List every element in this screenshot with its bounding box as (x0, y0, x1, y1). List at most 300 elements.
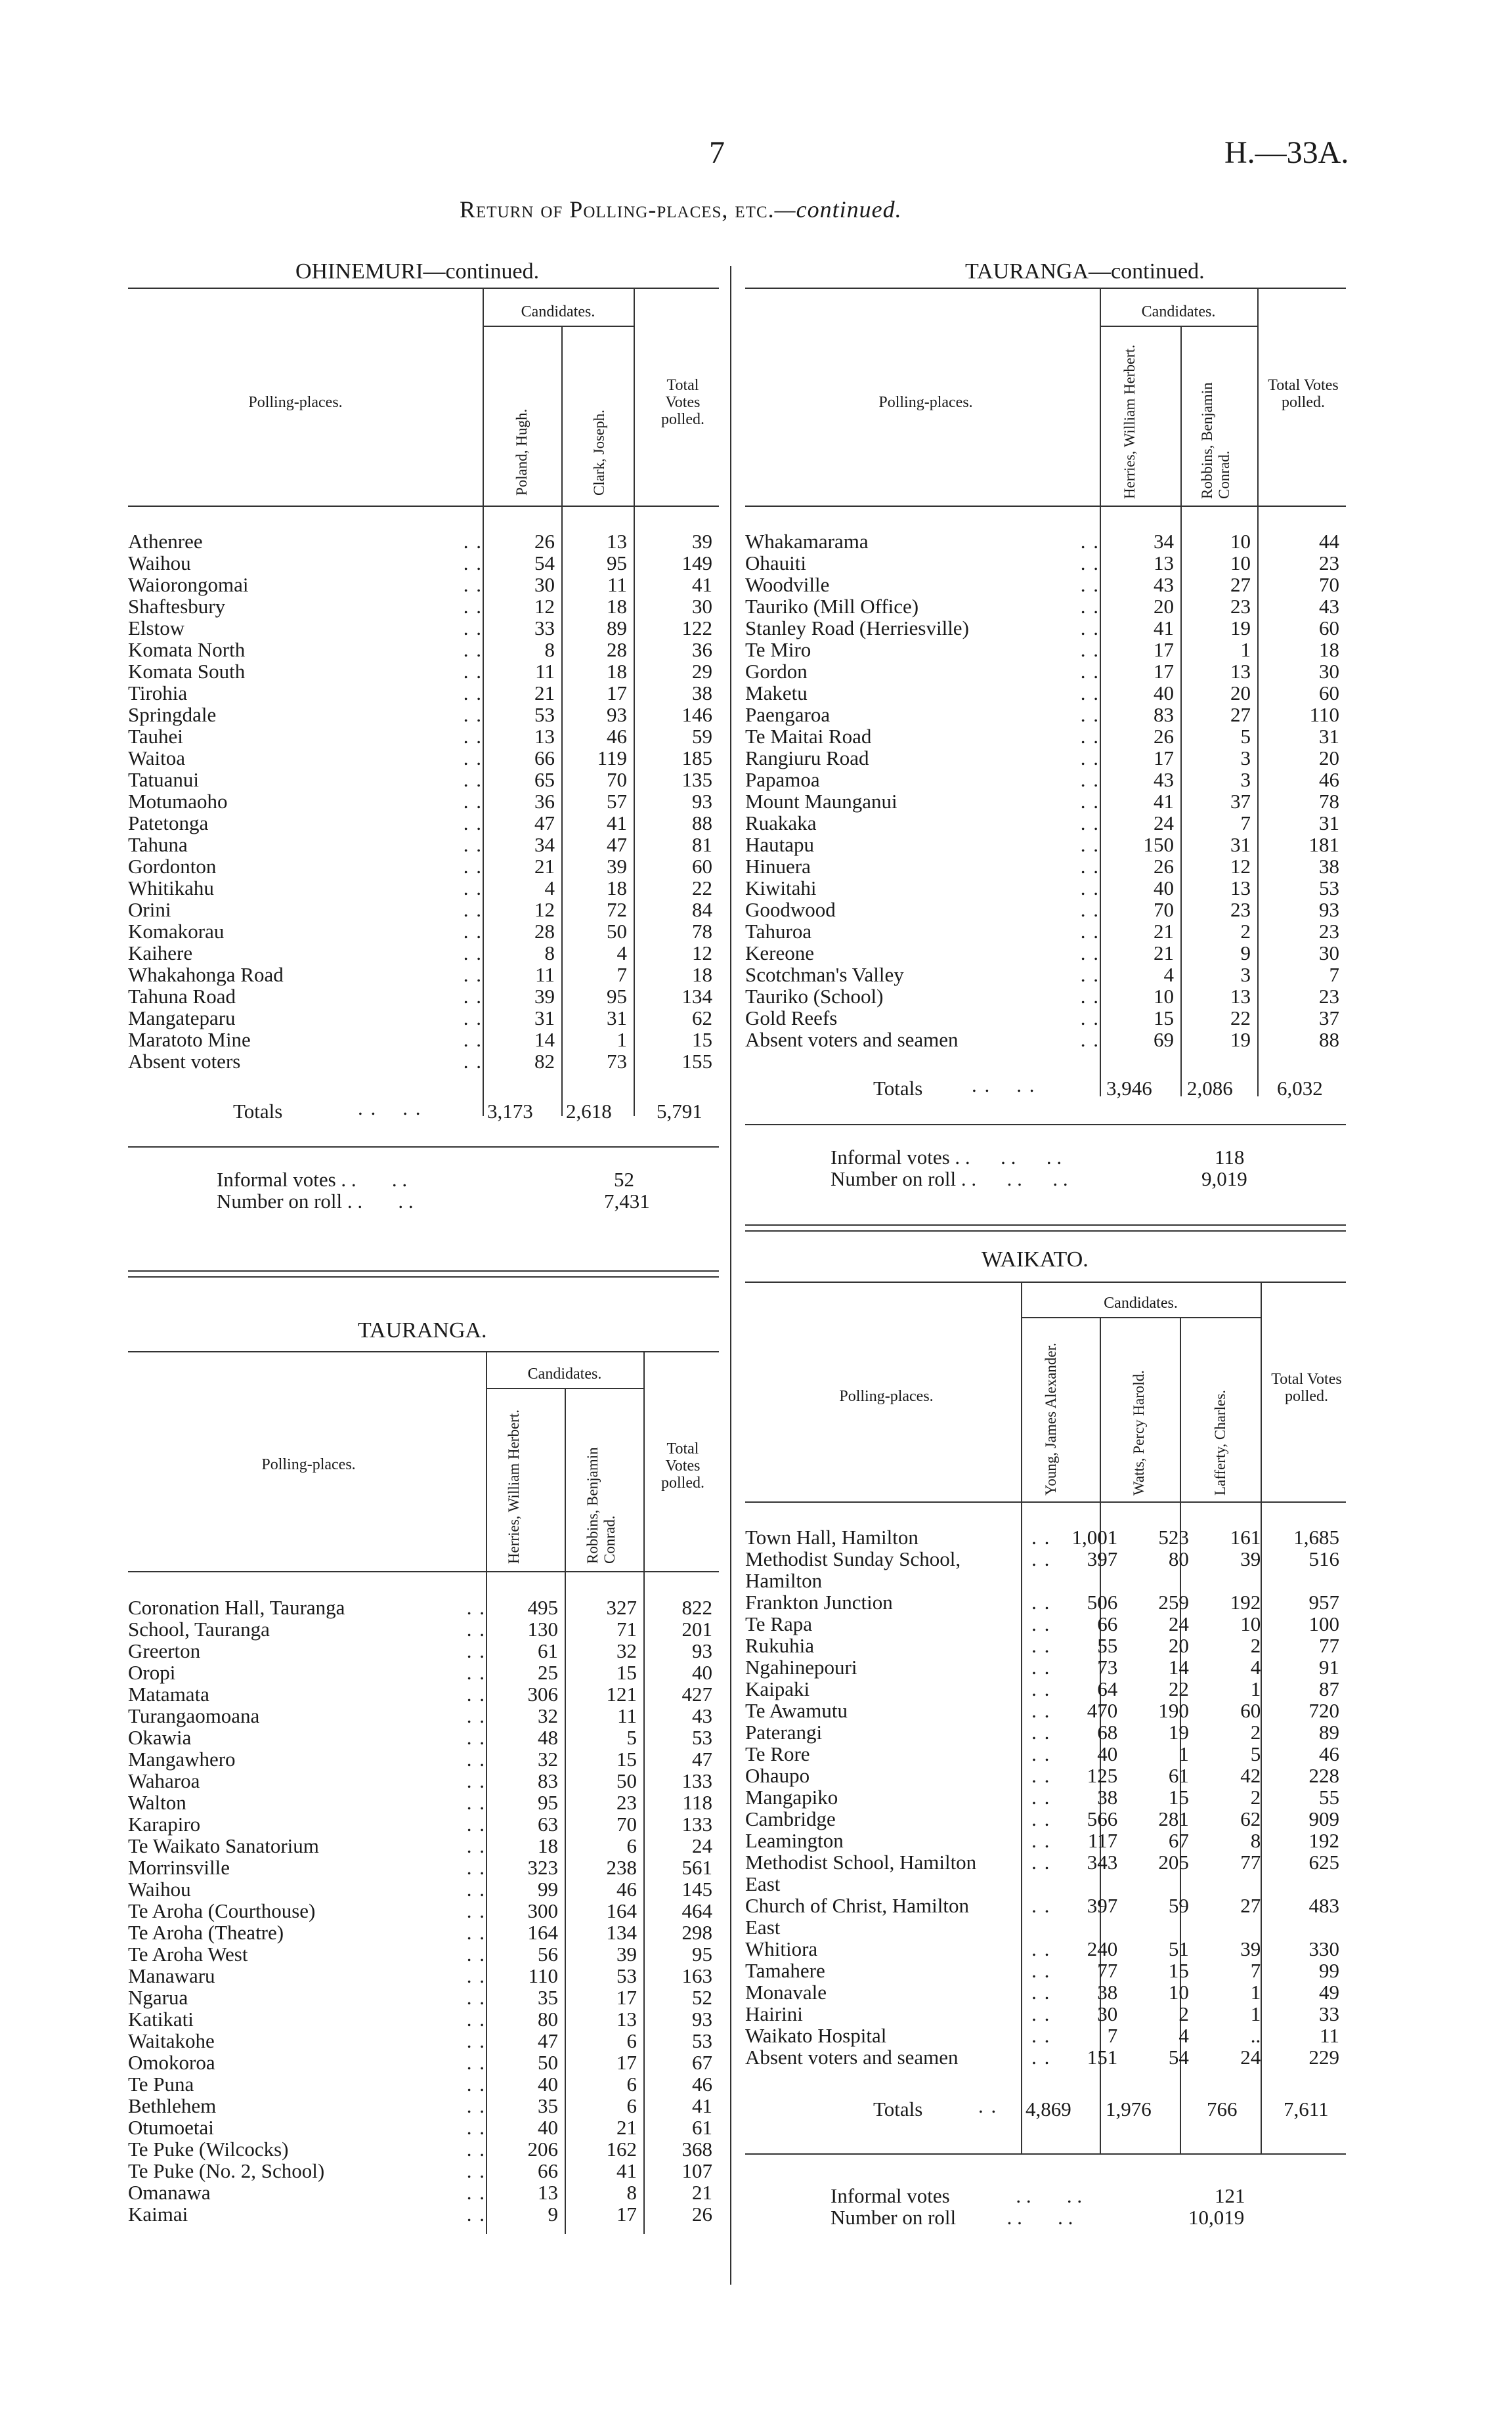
total-votes-cell: 44 (1319, 530, 1339, 553)
candidate-votes-cell: 41 (607, 811, 627, 834)
candidate-name: Robbins, Benjamin Conrad. (1199, 382, 1232, 499)
candidate-votes-cell: 67 (1168, 1829, 1189, 1852)
table-row (745, 1635, 1346, 1656)
table-row (128, 1640, 719, 1662)
table-row (128, 1597, 719, 1618)
candidate-votes-cell: 39 (534, 985, 555, 1008)
roll-text: Number on roll (217, 1190, 343, 1213)
total-votes-cell: 55 (1319, 1786, 1339, 1809)
candidate-votes-cell: 205 (1158, 1851, 1189, 1874)
table-row (128, 1987, 719, 2008)
table-rule (745, 1501, 1346, 1503)
table-row (128, 1835, 719, 1857)
candidate-votes-cell: 30 (534, 573, 555, 596)
candidate-votes-cell: 50 (607, 920, 627, 943)
total-votes-cell: 23 (1319, 551, 1339, 574)
dot-leader: . . (1080, 551, 1100, 574)
candidate-votes-cell: 83 (538, 1769, 558, 1792)
dot-leader: . . (463, 703, 483, 726)
dot-leader: . . (1031, 1937, 1051, 1960)
candidate-votes-cell: 12 (1230, 855, 1251, 878)
polling-place-name: Mangateparu (128, 1006, 236, 1029)
candidate-votes-cell: 40 (1154, 681, 1174, 704)
candidate-votes-cell: 64 (1097, 1677, 1118, 1700)
total-votes-cell: 11 (1320, 2024, 1339, 2047)
informal-votes-label: Informal votes . . . . (217, 1168, 408, 1191)
candidate-votes-cell: 23 (1230, 595, 1251, 618)
polling-place-name: Ohaupo (745, 1764, 810, 1787)
candidate-votes-cell: 38 (1097, 1981, 1118, 2004)
candidate-name-header (584, 1400, 618, 1564)
return-title (460, 196, 902, 223)
return-title-main: Return of Polling-places, etc. (460, 196, 775, 223)
candidate-votes-cell: 21 (616, 2116, 637, 2139)
table-row (128, 2182, 719, 2203)
candidate-votes-cell: 80 (1168, 1547, 1189, 1570)
total-votes-cell: 52 (692, 1986, 712, 2009)
total-votes-cell: 78 (1319, 790, 1339, 813)
dot-leader: . . (1031, 1829, 1051, 1852)
candidate-votes-cell: 72 (607, 898, 627, 921)
candidate-votes-cell: 41 (1154, 790, 1174, 813)
candidate-votes-cell: 397 (1087, 1547, 1118, 1570)
candidate-votes-cell: 70 (616, 1813, 637, 1836)
section-separator (128, 1276, 719, 1278)
candidate-votes-cell: 83 (1154, 703, 1174, 726)
candidate-votes-cell: 36 (534, 790, 555, 813)
candidate-votes-cell: 7 (1107, 2024, 1118, 2047)
candidate-votes-cell: 77 (1097, 1959, 1118, 1982)
polling-place-name: Whakahonga Road (128, 963, 284, 986)
dot-leader: . . (463, 1050, 483, 1073)
candidate-votes-cell: 43 (1154, 573, 1174, 596)
table-row (745, 1029, 1346, 1050)
polling-place-name: Woodville (745, 573, 830, 596)
total-votes-cell: 78 (692, 920, 712, 943)
candidate-votes-cell: 18 (607, 660, 627, 683)
polling-place-name: School, Tauranga (128, 1618, 270, 1641)
table-row (128, 1857, 719, 1878)
candidate-votes-cell: 62 (1240, 1807, 1261, 1830)
candidate-votes-cell: 240 (1087, 1937, 1118, 1960)
candidate-votes-cell: 99 (538, 1878, 558, 1901)
total-votes-cell: 61 (692, 2116, 712, 2139)
total-votes-cell: 368 (681, 2138, 712, 2161)
candidate-votes-cell: 48 (538, 1726, 558, 1749)
table-row (128, 1748, 719, 1770)
candidate-votes-cell: 19 (1230, 616, 1251, 639)
dot-leader: . . (463, 573, 483, 596)
candidate-votes-cell: 470 (1087, 1699, 1118, 1722)
table-row (745, 1765, 1346, 1786)
table-row (745, 1591, 1346, 1613)
candidate-votes-cell: 6 (626, 2094, 637, 2117)
dot-leader: . . (466, 1834, 486, 1857)
candidate-votes-cell: 151 (1087, 2046, 1118, 2069)
table-row (128, 639, 719, 660)
dot-leader: . . (1080, 920, 1100, 943)
dot-leader: . . (1031, 1721, 1051, 1744)
candidate-votes-cell: 206 (527, 2138, 558, 2161)
table-row (128, 552, 719, 574)
candidate-votes-cell: 35 (538, 1986, 558, 2009)
candidate-votes-cell: 7 (616, 963, 627, 986)
candidate-votes-cell: 15 (1168, 1959, 1189, 1982)
candidate-votes-cell: 8 (626, 2181, 637, 2204)
total-votes-cell: 60 (1319, 681, 1339, 704)
candidate-votes-cell: 70 (1154, 898, 1174, 921)
candidate-votes-cell: 41 (1154, 616, 1174, 639)
total-votes-cell: 135 (681, 768, 712, 791)
candidate-votes-cell: 54 (1168, 2046, 1189, 2069)
candidate-votes-cell: 13 (534, 725, 555, 748)
dot-leader: . . (463, 790, 483, 813)
table-row (128, 574, 719, 595)
dot-leader: . . (466, 1618, 486, 1641)
candidate-votes-cell: 23 (1230, 898, 1251, 921)
table-rule (643, 1351, 645, 1571)
candidate-votes-cell: 31 (534, 1006, 555, 1029)
polling-place-name: Morrinsville (128, 1856, 230, 1879)
total-votes-cell: 36 (692, 638, 712, 661)
table-row (128, 2203, 719, 2225)
totals-label: Totals (873, 1077, 923, 1100)
candidate-votes-cell: 17 (616, 1986, 637, 2009)
table-row (745, 1830, 1346, 1851)
polling-place-name: Komakorau (128, 920, 225, 943)
candidate-votes-cell: 306 (527, 1683, 558, 1706)
page-number: 7 (709, 135, 725, 170)
polling-place-name: Walton (128, 1791, 186, 1814)
total-votes-cell: 822 (681, 1596, 712, 1619)
candidate-votes-cell: 18 (538, 1834, 558, 1857)
total-votes-cell: 46 (692, 2073, 712, 2096)
candidate-votes-cell: 26 (1154, 725, 1174, 748)
candidate-votes-cell: 7 (1250, 1959, 1261, 1982)
candidate-votes-cell: 95 (607, 985, 627, 1008)
polling-place-name: Mangawhero (128, 1748, 236, 1771)
candidate-votes-cell: 8 (544, 638, 555, 661)
candidate-votes-cell: 110 (528, 1964, 558, 1987)
candidate-votes-cell: 1,001 (1071, 1526, 1118, 1549)
dot-leader: . . (1080, 985, 1100, 1008)
candidate-votes-cell: 24 (1168, 1612, 1189, 1635)
table-rule (565, 1388, 566, 1571)
polling-place-name: Tauriko (Mill Office) (745, 595, 919, 618)
dot-leader: . . (463, 1006, 483, 1029)
dot-leader: . . (466, 2008, 486, 2031)
tauranga-cont-total-c2: 2,086 (1187, 1077, 1233, 1100)
dot-leader: . . (1031, 1612, 1051, 1635)
table-row (745, 1656, 1346, 1678)
polling-place-name: Tirohia (128, 681, 188, 704)
candidate-votes-cell: 70 (607, 768, 627, 791)
dot-leader: . . (1080, 703, 1100, 726)
candidate-votes-cell: 281 (1158, 1807, 1189, 1830)
return-title-continued: —continued. (774, 196, 902, 223)
total-votes-cell: 47 (692, 1748, 712, 1771)
candidate-votes-cell: 28 (607, 638, 627, 661)
candidate-votes-cell: 5 (1250, 1742, 1261, 1765)
dot-leader: . . (463, 681, 483, 704)
dot-leader: . . (1080, 1028, 1100, 1051)
candidate-votes-cell: 80 (538, 2008, 558, 2031)
dot-leader: . . (1080, 1006, 1100, 1029)
table-rule (634, 288, 635, 506)
polling-place-name: Ngarua (128, 1986, 188, 2009)
polling-place-name: Maratoto Mine (128, 1028, 251, 1051)
total-votes-cell: 625 (1308, 1851, 1339, 1874)
dot-leader: . . (466, 1899, 486, 1922)
candidate-votes-cell: 23 (616, 1791, 637, 1814)
candidate-votes-cell: 34 (534, 833, 555, 856)
dot-leader: . . (466, 2138, 486, 2161)
candidate-votes-cell: 9 (548, 2203, 558, 2226)
candidate-votes-cell: 39 (1240, 1547, 1261, 1570)
candidate-votes-cell: 31 (607, 1006, 627, 1029)
table-row (128, 1792, 719, 1813)
waikato-total-votes: 7,611 (1284, 2098, 1329, 2121)
candidate-name-header: Poland, Hugh. (513, 408, 530, 496)
total-votes-cell: 30 (1319, 941, 1339, 964)
candidate-votes-cell: 38 (1097, 1786, 1118, 1809)
candidate-votes-cell: 5 (1240, 725, 1251, 748)
candidate-votes-cell: 2 (1250, 1721, 1261, 1744)
candidate-votes-cell: 343 (1087, 1851, 1118, 1874)
dot-leader: . . (1080, 725, 1100, 748)
polling-place-name: Absent voters and seamen (745, 2046, 959, 2069)
dot-leader: . . (1080, 660, 1100, 683)
dot-leader: . . (466, 1921, 486, 1944)
ohinemuri-roll: 7,431 (604, 1190, 650, 1213)
table-row (128, 595, 719, 617)
total-votes-cell: 107 (681, 2159, 712, 2182)
polling-place-name: Whakamarama (745, 530, 869, 553)
candidate-votes-cell: 22 (1168, 1677, 1189, 1700)
candidate-name-header (1199, 335, 1233, 499)
polling-place-name: Te Waikato Sanatorium (128, 1834, 319, 1857)
dot-leader: . . (1031, 1547, 1051, 1570)
total-votes-cell: 53 (692, 1726, 712, 1749)
table-rule (745, 2153, 1346, 2155)
polling-place-name: Otumoetai (128, 2116, 214, 2139)
candidate-votes-cell: 3 (1240, 768, 1251, 791)
polling-place-name: Stanley Road (Herriesville) (745, 616, 969, 639)
polling-place-name: Kaipaki (745, 1677, 810, 1700)
candidate-votes-cell: 59 (1168, 1894, 1189, 1917)
dot-leader: . . (1031, 1591, 1051, 1614)
polling-place-name: Komata South (128, 660, 246, 683)
polling-place-name: Methodist School, Hamilton East (745, 1851, 977, 1895)
table-row (745, 574, 1346, 595)
table-row (745, 1743, 1346, 1765)
dot-leader: . . (463, 595, 483, 618)
polling-place-name: Town Hall, Hamilton (745, 1526, 918, 1549)
tauranga-cont-total-votes: 6,032 (1277, 1077, 1323, 1100)
candidate-votes-cell: 35 (538, 2094, 558, 2117)
tauranga-continued-title: TAURANGA—continued. (965, 259, 1205, 284)
dot-leader: . . (463, 920, 483, 943)
polling-place-name: Church of Christ, Hamilton East (745, 1894, 969, 1939)
dot-leader: . . (1080, 595, 1100, 618)
total-votes-cell: 62 (692, 1006, 712, 1029)
candidate-votes-cell: 21 (1154, 941, 1174, 964)
total-votes-cell: 23 (1319, 920, 1339, 943)
polling-place-name: Ohauiti (745, 551, 806, 574)
informal-votes-label: Informal votes . . . . (831, 2184, 1083, 2207)
candidate-votes-cell: 40 (1097, 1742, 1118, 1765)
dot-leader: . . (1031, 1634, 1051, 1657)
dot-leader: . . (463, 1028, 483, 1051)
table-row (745, 899, 1346, 920)
dot-leader: . . (466, 1704, 486, 1727)
polling-place-name: Hinuera (745, 855, 811, 878)
dot-leader: . . (466, 1748, 486, 1771)
dot-leader: . . (1080, 746, 1100, 769)
polling-place-name: Greerton (128, 1639, 201, 1662)
dot-leader: . . (466, 1769, 486, 1792)
candidate-votes-cell: 30 (1097, 2002, 1118, 2025)
candidate-votes-cell: 18 (607, 595, 627, 618)
candidate-votes-cell: 69 (1154, 1028, 1174, 1051)
total-votes-cell: 427 (681, 1683, 712, 1706)
table-row (128, 1965, 719, 1987)
table-row (745, 1548, 1346, 1591)
dot-leader: . . (1031, 1677, 1051, 1700)
candidate-votes-cell: 46 (616, 1878, 637, 1901)
candidate-votes-cell: 130 (527, 1618, 558, 1641)
polling-places-header: Polling-places. (878, 394, 973, 411)
dot-leader: . . (1080, 833, 1100, 856)
total-votes-cell: 81 (692, 833, 712, 856)
table-row (128, 877, 719, 899)
table-row (128, 2030, 719, 2052)
candidate-votes-cell: 134 (606, 1921, 637, 1944)
table-row (128, 530, 719, 552)
polling-place-name: Mangapiko (745, 1786, 838, 1809)
polling-place-name: Bethlehem (128, 2094, 217, 2117)
dot-leader: . . (1080, 573, 1100, 596)
total-votes-cell: 46 (1319, 768, 1339, 791)
candidate-votes-cell: 506 (1087, 1591, 1118, 1614)
table-row (128, 1813, 719, 1835)
candidate-votes-cell: 164 (527, 1921, 558, 1944)
table-row (745, 725, 1346, 747)
candidate-votes-cell: 119 (597, 746, 627, 769)
polling-place-name: Whitiora (745, 1937, 818, 1960)
candidate-votes-cell: 117 (1087, 1829, 1118, 1852)
table-row (128, 747, 719, 769)
candidate-votes-cell: 121 (606, 1683, 637, 1706)
candidate-votes-cell: 40 (1154, 876, 1174, 899)
polling-place-name: Te Rapa (745, 1612, 812, 1635)
total-votes-cell: 43 (1319, 595, 1339, 618)
total-votes-cell: 561 (681, 1856, 712, 1879)
dot-leader: . . (1080, 898, 1100, 921)
table-row (128, 1007, 719, 1029)
candidate-votes-cell: 17 (616, 2203, 637, 2226)
total-votes-header: Total Votes polled. (661, 377, 704, 428)
total-votes-cell: 31 (1319, 811, 1339, 834)
polling-place-name: Scotchman's Valley (745, 963, 904, 986)
polling-place-name: Karapiro (128, 1813, 201, 1836)
candidate-votes-cell: 11 (535, 963, 555, 986)
total-votes-cell: 185 (681, 746, 712, 769)
candidates-header: Candidates. (521, 303, 595, 320)
table-row (128, 660, 719, 682)
table-row (745, 552, 1346, 574)
candidate-votes-cell: 9 (1240, 941, 1251, 964)
table-row (745, 834, 1346, 855)
candidate-votes-cell: 20 (1168, 1634, 1189, 1657)
dot-leader: . . (1031, 2024, 1051, 2047)
informal-votes-label: Informal votes . . . . . . (831, 1146, 1062, 1169)
dot-leader: . . (466, 2203, 486, 2226)
ohinemuri-table (128, 530, 719, 1072)
polling-place-name: Te Miro (745, 638, 811, 661)
tauranga-continued-table (745, 530, 1346, 1050)
totals-label: Totals (873, 2098, 923, 2121)
total-votes-cell: 53 (1319, 876, 1339, 899)
polling-place-name: Papamoa (745, 768, 820, 791)
polling-place-name: Leamington (745, 1829, 844, 1852)
table-row (745, 964, 1346, 985)
dot-leader: . . (466, 1878, 486, 1901)
total-votes-cell: 23 (1319, 985, 1339, 1008)
dot-leader: . . (466, 1596, 486, 1619)
candidate-votes-cell: 24 (1240, 2046, 1261, 2069)
polling-place-name: Te Maitai Road (745, 725, 872, 748)
total-votes-cell: 163 (681, 1964, 712, 1987)
table-row (745, 530, 1346, 552)
candidate-votes-cell: 11 (617, 1704, 637, 1727)
total-votes-cell: 118 (682, 1791, 712, 1814)
total-votes-cell: 38 (1319, 855, 1339, 878)
table-row (745, 1938, 1346, 1960)
candidate-votes-cell: 34 (1154, 530, 1174, 553)
candidate-votes-cell: 17 (1154, 746, 1174, 769)
polling-place-name: Waharoa (128, 1769, 200, 1792)
polling-place-name: Orini (128, 898, 171, 921)
candidate-votes-cell: 26 (534, 530, 555, 553)
candidate-votes-cell: 65 (534, 768, 555, 791)
candidate-votes-cell: 73 (1097, 1656, 1118, 1679)
total-votes-cell: 59 (692, 725, 712, 748)
candidate-votes-cell: 22 (1230, 1006, 1251, 1029)
dot-leader: . . (1031, 1764, 1051, 1787)
candidate-votes-cell: 54 (534, 551, 555, 574)
table-rule (1100, 288, 1101, 506)
candidate-votes-cell: 26 (1154, 855, 1174, 878)
candidate-votes-cell: 68 (1097, 1721, 1118, 1744)
total-votes-cell: 46 (1319, 1742, 1339, 1765)
tauranga-title: TAURANGA. (358, 1318, 487, 1343)
waikato-total-c2: 1,976 (1106, 2098, 1152, 2121)
candidate-votes-cell: 53 (534, 703, 555, 726)
candidate-votes-cell: 31 (1230, 833, 1251, 856)
dot-leader: . . (466, 1639, 486, 1662)
candidate-name-header: Clark, Joseph. (591, 410, 607, 496)
candidate-votes-cell: 4 (616, 941, 627, 964)
total-votes-cell: 60 (692, 855, 712, 878)
polling-place-name: Motumaoho (128, 790, 228, 813)
candidate-votes-cell: 66 (534, 746, 555, 769)
total-votes-cell: 155 (681, 1050, 712, 1073)
table-rule (1021, 1317, 1261, 1318)
table-row (128, 1878, 719, 1900)
polling-place-name: Gordon (745, 660, 808, 683)
total-votes-cell: 133 (681, 1813, 712, 1836)
